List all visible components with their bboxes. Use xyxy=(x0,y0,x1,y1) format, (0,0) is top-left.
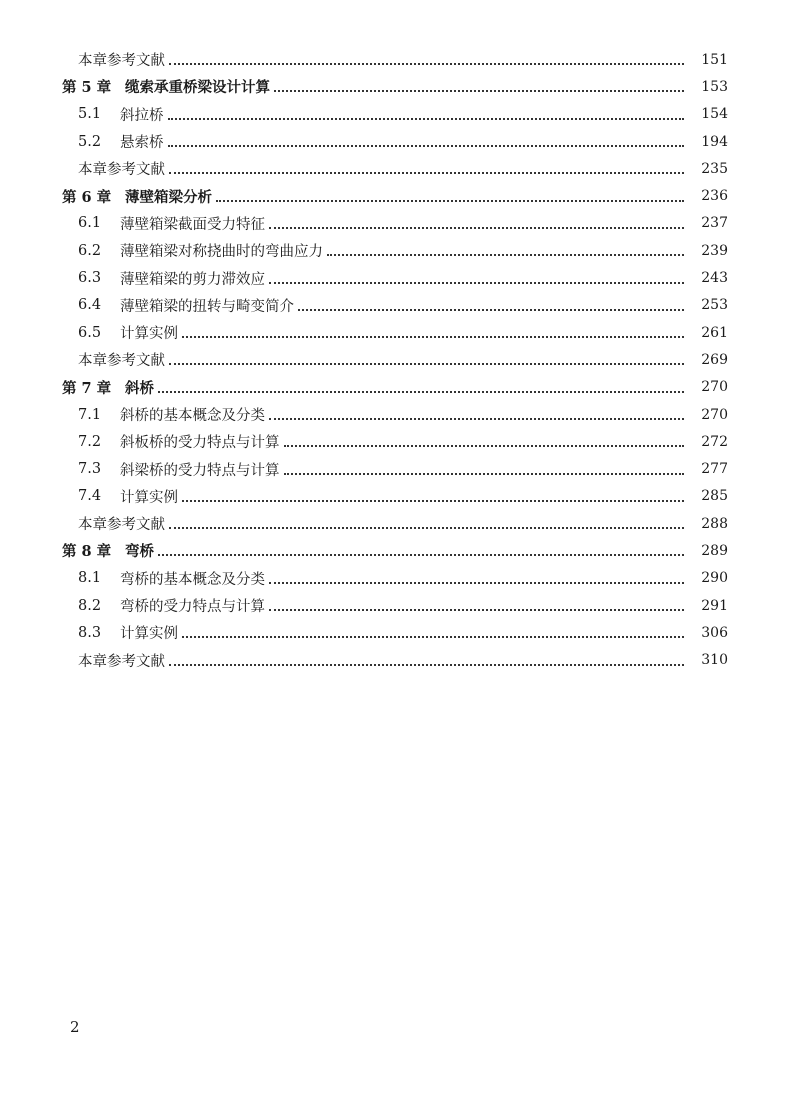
toc-entry-page: 270 xyxy=(701,406,728,423)
toc-entry-number: 5.1 xyxy=(78,106,102,123)
toc-entry-title: 斜桥的基本概念及分类 xyxy=(120,408,265,424)
toc-entry-page: 291 xyxy=(701,597,728,614)
dot-leader xyxy=(169,171,684,174)
toc-entry-page: 237 xyxy=(701,215,728,232)
toc-entry-page: 239 xyxy=(701,242,728,259)
toc-entry-heading xyxy=(0,568,265,589)
toc-entry-title: 悬索桥 xyxy=(120,135,164,152)
toc-refs-row[interactable] xyxy=(0,346,790,373)
toc-entry-page: 236 xyxy=(701,188,728,205)
toc-entry-number: 6.4 xyxy=(78,297,102,314)
toc-entry-number: 7.2 xyxy=(78,433,102,450)
toc-entry-number: 8.1 xyxy=(78,570,102,587)
toc-section-row[interactable] xyxy=(0,565,790,592)
toc-entry-page: 306 xyxy=(701,624,728,641)
toc-entry-page: 253 xyxy=(701,297,728,314)
dot-leader xyxy=(168,117,685,120)
toc-entry-heading xyxy=(0,131,164,152)
toc-entry-page: 277 xyxy=(701,461,728,478)
toc-entry-heading xyxy=(0,486,178,507)
toc-entry-title: 计算实例 xyxy=(120,489,178,506)
toc-entry-page: 290 xyxy=(701,570,728,587)
dot-leader xyxy=(216,199,684,202)
toc-entry-heading xyxy=(0,158,165,179)
toc-entry-heading xyxy=(0,49,165,70)
toc-section-row[interactable] xyxy=(0,237,790,264)
toc-section-row[interactable] xyxy=(0,319,790,346)
toc-entry-heading xyxy=(0,104,164,125)
dot-leader xyxy=(269,417,684,420)
toc-entry-title: 薄壁箱梁截面受力特征 xyxy=(120,216,265,233)
toc-entry-title: 计算实例 xyxy=(120,626,178,643)
dot-leader xyxy=(327,253,684,256)
dot-leader xyxy=(182,635,684,638)
dot-leader xyxy=(182,499,684,502)
dot-leader xyxy=(168,144,685,147)
toc-entry-title: 斜板桥的受力特点与计算 xyxy=(120,435,280,452)
toc-entry-number: 第 6 章 xyxy=(62,188,112,206)
toc-section-row[interactable] xyxy=(0,128,790,155)
toc-section-row[interactable] xyxy=(0,455,790,482)
toc-refs-row[interactable] xyxy=(0,155,790,182)
toc-refs-row[interactable] xyxy=(0,647,790,674)
toc-chapter-row[interactable] xyxy=(0,537,790,564)
toc-entry-page: 269 xyxy=(701,351,728,368)
toc-entry-title: 弯桥 xyxy=(125,543,154,561)
toc-entry-page: 289 xyxy=(701,542,728,559)
table-of-contents xyxy=(0,46,790,674)
toc-entry-number: 7.3 xyxy=(78,461,102,478)
toc-entry-heading xyxy=(0,540,154,561)
dot-leader xyxy=(169,62,684,65)
toc-entry-page: 272 xyxy=(701,433,728,450)
dot-leader xyxy=(169,526,684,529)
toc-section-row[interactable] xyxy=(0,210,790,237)
toc-entry-title: 计算实例 xyxy=(120,326,178,343)
toc-entry-heading xyxy=(0,186,212,207)
toc-entry-number: 8.3 xyxy=(78,624,102,641)
toc-entry-page: 151 xyxy=(701,51,728,68)
toc-entry-title: 本章参考文献 xyxy=(78,53,165,70)
toc-chapter-row[interactable] xyxy=(0,73,790,100)
toc-entry-number: 第 8 章 xyxy=(62,543,112,561)
toc-entry-title: 弯桥的受力特点与计算 xyxy=(120,599,265,616)
toc-entry-page: 154 xyxy=(701,106,728,123)
toc-entry-title: 薄壁箱梁对称挠曲时的弯曲应力 xyxy=(120,244,323,261)
toc-entry-heading xyxy=(0,349,165,370)
toc-entry-page: 310 xyxy=(701,652,728,669)
toc-refs-row[interactable] xyxy=(0,46,790,73)
toc-entry-page: 288 xyxy=(701,515,728,532)
toc-entry-title: 本章参考文献 xyxy=(78,353,165,370)
toc-section-row[interactable] xyxy=(0,619,790,646)
toc-entry-number: 6.5 xyxy=(78,324,102,341)
toc-entry-page: 270 xyxy=(701,379,728,396)
toc-entry-title: 斜梁桥的受力特点与计算 xyxy=(120,462,280,479)
dot-leader xyxy=(158,553,684,556)
toc-entry-heading xyxy=(0,213,265,234)
toc-entry-number: 6.1 xyxy=(78,215,102,232)
dot-leader xyxy=(269,226,684,229)
toc-entry-heading xyxy=(0,622,178,643)
dot-leader xyxy=(169,362,684,365)
toc-entry-page: 194 xyxy=(701,133,728,150)
toc-entry-number: 6.2 xyxy=(78,242,102,259)
toc-entry-number: 7.1 xyxy=(78,406,102,423)
toc-entry-title: 薄壁箱梁分析 xyxy=(125,188,212,206)
dot-leader xyxy=(298,308,684,311)
toc-entry-heading xyxy=(0,650,165,671)
toc-entry-heading xyxy=(0,76,270,97)
toc-entry-number: 5.2 xyxy=(78,133,102,150)
toc-entry-number: 8.2 xyxy=(78,597,102,614)
dot-leader xyxy=(169,663,684,666)
toc-entry-page: 243 xyxy=(701,270,728,287)
toc-entry-page: 235 xyxy=(701,160,728,177)
toc-section-row[interactable] xyxy=(0,292,790,319)
toc-chapter-row[interactable] xyxy=(0,374,790,401)
toc-refs-row[interactable] xyxy=(0,510,790,537)
toc-entry-title: 薄壁箱梁的扭转与畸变简介 xyxy=(120,298,294,315)
dot-leader xyxy=(284,444,685,447)
toc-entry-heading xyxy=(0,595,265,616)
toc-entry-heading xyxy=(0,268,265,289)
toc-entry-heading xyxy=(0,431,280,452)
toc-section-row[interactable] xyxy=(0,483,790,510)
toc-entry-page: 153 xyxy=(701,78,728,95)
toc-section-row[interactable] xyxy=(0,401,790,428)
toc-entry-title: 缆索承重桥梁设计计算 xyxy=(125,79,270,97)
dot-leader xyxy=(269,581,684,584)
toc-entry-title: 斜桥 xyxy=(125,379,154,397)
toc-chapter-row[interactable] xyxy=(0,182,790,209)
dot-leader xyxy=(274,89,684,92)
toc-section-row[interactable] xyxy=(0,101,790,128)
dot-leader xyxy=(284,472,685,475)
dot-leader xyxy=(269,608,684,611)
toc-entry-heading xyxy=(0,295,294,316)
toc-entry-number: 7.4 xyxy=(78,488,102,505)
toc-entry-page: 261 xyxy=(701,324,728,341)
toc-entry-title: 本章参考文献 xyxy=(78,162,165,179)
toc-section-row[interactable] xyxy=(0,428,790,455)
toc-entry-title: 薄壁箱梁的剪力滞效应 xyxy=(120,271,265,288)
dot-leader xyxy=(158,390,684,393)
toc-section-row[interactable] xyxy=(0,264,790,291)
toc-entry-title: 本章参考文献 xyxy=(78,653,165,670)
toc-entry-title: 斜拉桥 xyxy=(120,107,164,124)
dot-leader xyxy=(182,335,684,338)
toc-entry-heading xyxy=(0,377,154,398)
dot-leader xyxy=(269,281,684,284)
toc-section-row[interactable] xyxy=(0,592,790,619)
toc-entry-heading xyxy=(0,404,265,425)
toc-entry-heading xyxy=(0,459,280,480)
toc-entry-number: 第 5 章 xyxy=(62,79,112,97)
toc-entry-heading xyxy=(0,240,323,261)
toc-entry-page: 285 xyxy=(701,488,728,505)
toc-entry-heading xyxy=(0,322,178,343)
toc-entry-number: 第 7 章 xyxy=(62,379,112,397)
toc-entry-heading xyxy=(0,513,165,534)
toc-entry-title: 本章参考文献 xyxy=(78,517,165,534)
toc-entry-title: 弯桥的基本概念及分类 xyxy=(120,571,265,588)
toc-entry-number: 6.3 xyxy=(78,270,102,287)
page-number: 2 xyxy=(70,1018,80,1036)
